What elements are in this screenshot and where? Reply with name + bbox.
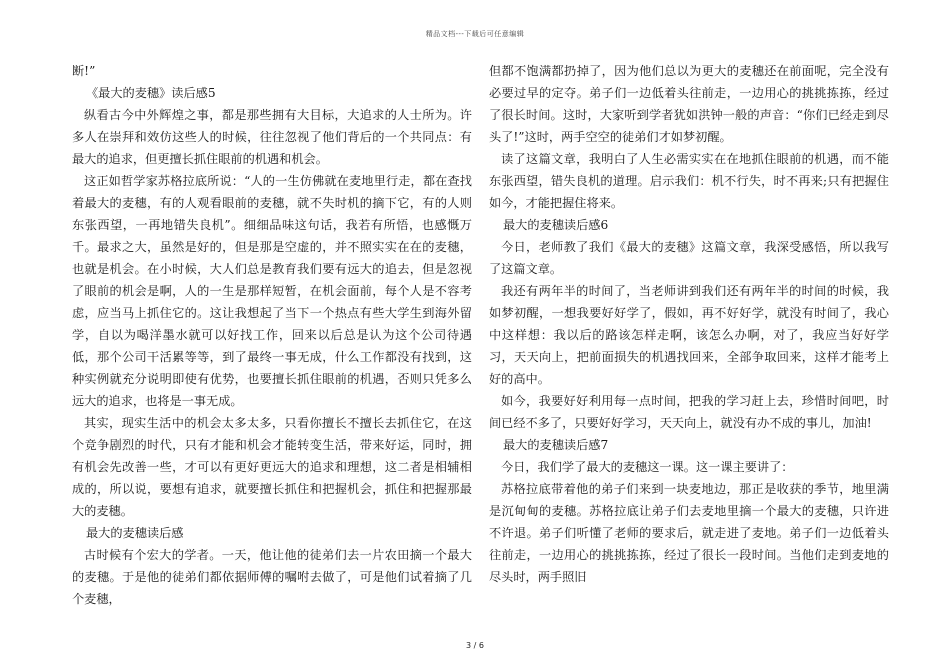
- paragraph: 纵看古今中外辉煌之事，都是那些拥有大目标，大追求的人士所为。许多人在崇拜和效仿这些人的时候，往往忽视了他们背后的一个共同点：有最大的追求，但更擅长抓住眼前的机遇和机会。: [72, 108, 472, 166]
- paragraph: 今日，我们学了最大的麦穗这一课。这一课主要讲了：: [501, 460, 794, 474]
- section-heading: 最大的麦穗读后感6: [503, 218, 609, 232]
- section-heading: 最大的麦穗读后感7: [503, 438, 609, 452]
- page-header: 精品文档---下载后可任意编辑: [425, 30, 525, 38]
- paragraph: 这正如哲学家苏格拉底所说：“人的一生仿佛就在麦地里行走，都在查找着最大的麦穗，有的人观看眼前的麦穗，就不失时机的摘下它，有的人则东张西望，一再地错失良机”。细细品味这句话，我若有所悟，也感慨万千。最求之大，虽然是好的，但是那是空虚的，并不照实实在在的麦穗，也就是机会。在小时候，大人们总是教育我们要有远大的追去，但是忽视了眼前的机会是啊，人的一生是那样短暂，在机会面前，每个人是不容考虑，应当马上抓住它的。这让我想起了当下一个热点有些大学生到海外留学，自以为喝洋墨水就可以好找工作，回来以后总是认为这个公司待遇低，那个公司干活累等等，到了最终一事无成，什么工作都没有找到，这种实例就充分说明即使有优势，也要擅长抓住眼前的机遇，否则只凭多么远大的追求，也将是一事无成。: [72, 174, 472, 408]
- paragraph-continuation: 断!”: [72, 64, 96, 78]
- section-heading: 最大的麦穗读后感: [86, 526, 184, 540]
- section-heading: 《最大的麦穗》读后感5: [86, 86, 216, 100]
- paragraph: 如今，我要好好利用每一点时间，把我的学习赶上去，珍惜时间吧，时间已经不多了，只要好好学习，天天向上，就没有办不成的事儿，加油!: [489, 394, 889, 430]
- paragraph: 苏格拉底带着他的弟子们来到一块麦地边，那正是收获的季节，地里满是沉甸甸的麦穗。苏格拉底让弟子们去麦地里摘一个最大的麦穗，只许进不许退。弟子们听懂了老师的要求后，就走进了麦地。弟子们一边低着头往前走，一边用心的挑挑拣拣，经过了很长一段时间。当他们走到麦地的尽头时，两手照旧: [489, 482, 889, 584]
- paragraph: 古时候有个宏大的学者。一天，他让他的徒弟们去一片农田摘一个最大的麦穗。于是他的徒弟们都依据师傅的嘱咐去做了，可是他们试着摘了几个麦穗，: [72, 548, 472, 606]
- paragraph-continuation: 但都不饱满都扔掉了，因为他们总以为更大的麦穗还在前面呢，完全没有必要过早的定夺。弟子们一边低着头往前走，一边用心的挑挑拣拣，经过了很长时间。这时，大家听到学者犹如洪钟一般的声音：“你们已经走到尽头了!”这时，两手空空的徒弟们才如梦初醒。: [489, 64, 889, 144]
- page-number: 3 / 6: [466, 641, 484, 650]
- paragraph: 今日，老师教了我们《最大的麦穗》这篇文章，我深受感悟，所以我写了这篇文章。: [489, 240, 889, 276]
- paragraph: 我还有两年半的时间了，当老师讲到我们还有两年半的时间的时候，我如梦初醒，一想我要好好学了，假如，再不好好学，就没有时间了，我心中这样想：我以后的路该怎样走啊，该怎么办啊，对了，我应当好好学习，天天向上，把前面损失的机遇找回来，全部争取回来，这样才能考上好的高中。: [489, 284, 889, 386]
- right-column: [489, 60, 889, 588]
- paragraph: 读了这篇文章，我明白了人生必需实实在在地抓住眼前的机遇，而不能东张西望，错失良机的道理。启示我们：机不行失，时不再来;只有把握住如今，才能把握住将来。: [489, 152, 889, 210]
- paragraph: 其实，现实生活中的机会太多太多，只看你擅长不擅长去抓住它，在这个竞争剧烈的时代，只有才能和机会才能转变生活，带来好运，同时，拥有机会先改善一些，才可以有更好更远大的追求和理想，这二者是相辅相成的，所以说，要想有追求，就要擅长抓住和把握机会，抓住和把握那最大的麦穗。: [72, 416, 472, 518]
- left-column: [72, 60, 472, 610]
